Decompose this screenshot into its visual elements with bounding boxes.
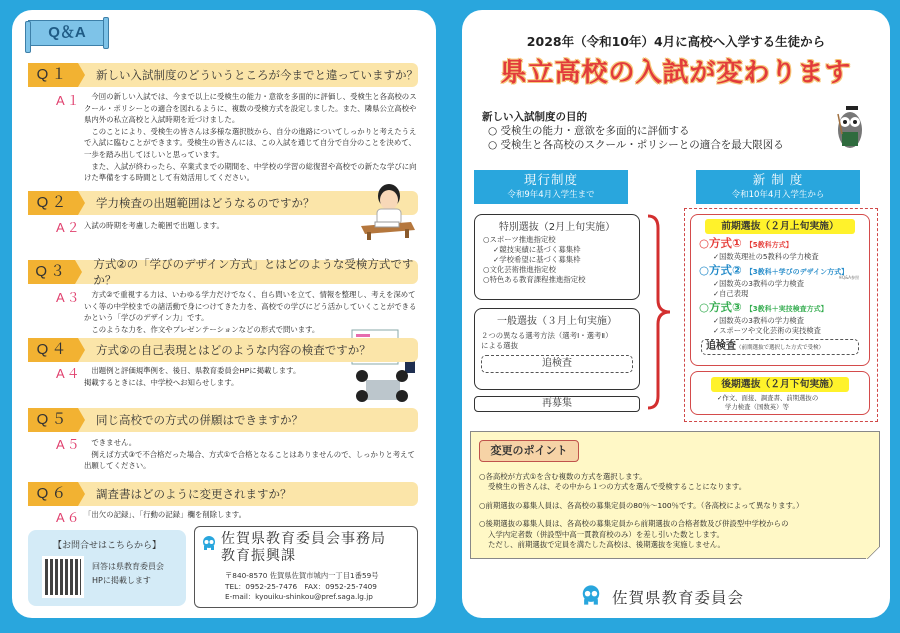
- special-selection-title: 特別選抜（2月上旬実施）: [498, 222, 616, 233]
- question-row-3: [28, 257, 418, 287]
- answer-text-5: [84, 437, 420, 472]
- question-text: 学力検査の出題範囲はどうなるのですか？: [96, 196, 315, 210]
- qa-panel: [12, 10, 436, 618]
- line-item: ○特色ある教育課程推進指定校: [483, 275, 586, 284]
- check-item: ✓自己表現: [713, 289, 749, 298]
- check-item: ✓スポーツや文化芸術の実技検査: [713, 326, 821, 335]
- early-follow-up-exam-box: [701, 339, 859, 355]
- early-selection-box: [690, 214, 870, 366]
- question-row-5: [28, 408, 418, 432]
- check-item: ✓国数英理社の5教科の学力検査: [713, 252, 819, 261]
- footer-brand: [580, 585, 744, 609]
- purpose-item: ○ 受検生と各高校のスクール・ポリシーとの適合を最大限図る: [488, 139, 784, 151]
- q-badge: Q２: [28, 191, 78, 215]
- question-text: 方式②の「学びのデザイン方式」とはどのような受検方式ですか？: [93, 257, 414, 287]
- method-desc: 【3教科＋実技検査方式】: [745, 304, 828, 313]
- answer-paragraph: 「出欠の記録」、「行動の記録」欄を削除します。: [84, 510, 246, 519]
- office-name: [221, 531, 386, 565]
- change-points-list: [479, 472, 875, 558]
- follow-up-exam-box: 追検査: [481, 355, 633, 373]
- check-item: ✓国数英の3教科の学力検査: [713, 278, 805, 288]
- question-text: 新しい入試制度のどういうところが今までと違っていますか？: [96, 68, 418, 82]
- late-selection-box: [690, 371, 870, 415]
- page-title: 県立高校の入試が変わります: [500, 58, 852, 88]
- point-line: ○後期選抜の募集人員は、各高校の募集定員から前期選抜の合格者数及び併設型中学校からの: [479, 519, 789, 529]
- general-selection-desc: [481, 331, 639, 351]
- answer-paragraph: このことにより、受検生の皆さんは多様な選択肢から、自分の進路についてしっかりと考えたうえで入試に臨むことができます。受検生の皆さんには、この入試を通じて自分で自分のことを決めて、一歩を踏み出してほしいと思っています。: [84, 126, 417, 159]
- contact-title: 【お問合せはこちらから】: [52, 541, 161, 551]
- current-system-subtitle: 令和9年4月入学生まで: [507, 190, 595, 200]
- subtitle: 2028年（令和10年）4月に高校へ入学する生徒から: [526, 34, 826, 49]
- late-selection-tag: 後期選抜（２月下旬実施）: [711, 377, 849, 392]
- late-selection-desc: [717, 394, 869, 411]
- student-studying-illustration: [357, 182, 417, 240]
- method-name: ○方式③: [699, 299, 742, 314]
- saga-education-logo-icon: [580, 585, 602, 609]
- line-item: ✓競技実績に基づく募集枠: [493, 245, 581, 254]
- address: 〒840-8570 佐賀県佐賀市城内一丁目1番59号: [225, 571, 379, 580]
- re-recruitment-box: 再募集: [474, 396, 640, 412]
- method-name: ○方式②: [699, 262, 742, 277]
- new-system-outline: [684, 208, 878, 422]
- general-selection-box: [474, 308, 640, 390]
- answer-paragraph: できません。: [91, 438, 137, 447]
- desc-line: による選抜: [481, 341, 518, 350]
- qr-code-pattern: [45, 559, 81, 595]
- purpose-heading: 新しい入試制度の目的: [482, 111, 587, 123]
- tel-fax: TEL：0952-25-7476 FAX：0952-25-7409: [225, 581, 377, 591]
- answer-text-1: [84, 91, 420, 184]
- admission-overview-panel: [462, 10, 890, 618]
- question-row-1: [28, 63, 418, 87]
- point-line: ただし、前期選抜で定員を満たした高校は、後期選抜を実施しません。: [488, 540, 725, 550]
- qr-code[interactable]: [42, 556, 84, 598]
- method-1: [699, 236, 869, 263]
- new-system-title: 新 制 度: [752, 172, 804, 187]
- answer-paragraph: また、入試が終わったら、卒業式までの期間を、中学校の学習の総復習や高校での新たな学びに向けた準備をする時間として有効活用してください。: [84, 161, 417, 183]
- answer-paragraph: 入試の時期を考慮した範囲で出題します。: [84, 221, 224, 230]
- new-system-subtitle: 令和10年4月入学生から: [731, 190, 825, 200]
- contact-note: [92, 560, 164, 588]
- line-item: ○文化芸術推進指定校: [483, 265, 556, 274]
- saga-education-logo-icon: [201, 535, 217, 554]
- purpose-section: [482, 110, 784, 152]
- answer-text-4: [84, 365, 364, 388]
- question-row-6: [28, 482, 418, 506]
- a-label: A２: [56, 220, 82, 235]
- contact-note-line: HPに掲載します: [92, 576, 151, 585]
- question-text: 方式②の自己表現とはどのような内容の検査ですか？: [96, 343, 371, 357]
- qa-reference-note: ※Q&A参照: [838, 274, 859, 280]
- answer-paragraph: 例えば方式③で不合格だった場合、方式①で合格となることはありませんので、しっかりと考えて出願してください。: [84, 449, 415, 471]
- point-line: 受検生の皆さんは、その中から１つの方式を選んで受検することになります。: [488, 482, 747, 492]
- owl-mascot-illustration: [834, 104, 864, 152]
- contact-note-line: 回答は県教育委員会: [92, 562, 164, 571]
- answer-text-6: [84, 509, 420, 521]
- q-badge: Q３: [28, 260, 75, 284]
- q-badge: Q４: [28, 338, 78, 362]
- follow-up-label: 追検査: [706, 340, 736, 352]
- check-item: ✓国数英の3教科の学力検査: [713, 315, 805, 325]
- method-name: ○方式①: [699, 236, 742, 250]
- follow-up-note: （前期選抜で選択した方式で受検）: [736, 344, 825, 351]
- line-item: ✓学校希望に基づく募集枠: [493, 255, 581, 264]
- question-row-4: [28, 338, 418, 362]
- point-line: ○前期選抜の募集人員は、各高校の募集定員の80％～100％です。（各高校によって異なります。）: [479, 500, 804, 510]
- office-name-line: 教育振興課: [221, 548, 296, 564]
- q-badge: Q５: [28, 408, 78, 432]
- answer-paragraph: 出題例と評価規準例を、後日、県教育委員会HPに掲載します。: [91, 366, 301, 375]
- answer-paragraph: 方式②で重視する力は、いわゆる学力だけでなく、自ら問いを立て、情報を整理し、考えを深めていく等の中学校までの諸活動で身につけてきた力を、高校での学びにどう活かしていくことができるかという「学びのデザイン力」です。: [84, 290, 417, 323]
- special-selection-box: [474, 214, 640, 300]
- footer-organization-name: 佐賀県教育委員会: [612, 589, 745, 607]
- desc-line: 学力検査（国数英）等: [725, 402, 789, 411]
- a-label: A４: [56, 366, 82, 381]
- a-label: A５: [56, 437, 82, 452]
- method-desc: 【3教科＋学びのデザイン方式】: [745, 267, 849, 276]
- point-line: ○各高校が方式①を含む複数の方式を選択します。: [479, 472, 647, 481]
- q-badge: Q６: [28, 482, 78, 506]
- answer-paragraph: 今回の新しい入試では、今まで以上に受検生の能力・意欲を多面的に評価し、受検生と各高校のスクール・ポリシーとの適合を図れるように、複数の受検方式を設定しました。また、隣県公立高校や県内外の私立高校と入試時期を近づけました。: [84, 92, 417, 125]
- purpose-item: ○ 受検生の能力・意欲を多面的に評価する: [488, 125, 690, 137]
- early-selection-tag: 前期選抜（２月上旬実施）: [705, 219, 855, 234]
- office-info-box: [194, 526, 418, 608]
- answer-paragraph: このような力を、作文やプレゼンテーションなどの形式で問います。: [91, 324, 320, 334]
- question-text: 同じ高校での方式の併願はできますか？: [96, 413, 303, 427]
- answer-paragraph: 掲載するときには、中学校へお知らせします。: [84, 377, 239, 387]
- point-line: 入学内定者数（併設型中高一貫教育校のみ）を差し引いた数とします。: [488, 529, 724, 539]
- qa-banner: Q＆A: [28, 20, 106, 46]
- a-label: A６: [56, 510, 82, 525]
- method-2: [699, 263, 869, 300]
- office-address: [225, 571, 379, 603]
- point-item: [479, 472, 875, 493]
- current-system-header: [474, 170, 628, 204]
- method-heading: [699, 236, 869, 252]
- general-selection-title: 一般選抜（３月上旬実施）: [497, 316, 617, 327]
- email-link[interactable]: E-mail：kyouiku-shinkou@pref.saga.lg.jp: [225, 592, 373, 601]
- new-system-header: [696, 170, 860, 204]
- line-item: ○スポーツ推進指定校: [483, 235, 556, 244]
- method-desc: 【5教科方式】: [745, 241, 793, 249]
- desc-line: ２つの異なる選考方法（選考Ⅰ・選考Ⅱ）: [481, 331, 613, 340]
- special-selection-lines: [483, 235, 639, 285]
- question-text: 調査書はどのように変更されますか？: [96, 487, 292, 501]
- brace-arrow-icon: [646, 214, 674, 410]
- a-label: A３: [56, 290, 82, 305]
- point-item: [479, 501, 875, 511]
- a-label: A１: [56, 93, 82, 108]
- current-system-title: 現行制度: [523, 172, 578, 187]
- point-item: [479, 519, 875, 550]
- change-points-tag: 変更のポイント: [479, 440, 579, 462]
- method-3: [699, 300, 869, 337]
- change-points-box: [470, 431, 880, 559]
- office-name-line: 佐賀県教育委員会事務局: [221, 531, 386, 547]
- q-badge: Q１: [28, 63, 78, 87]
- method-heading: [699, 300, 869, 316]
- contact-box: [28, 530, 186, 606]
- desc-line: ✓作文、面接、調査書、前期選抜の: [717, 394, 819, 402]
